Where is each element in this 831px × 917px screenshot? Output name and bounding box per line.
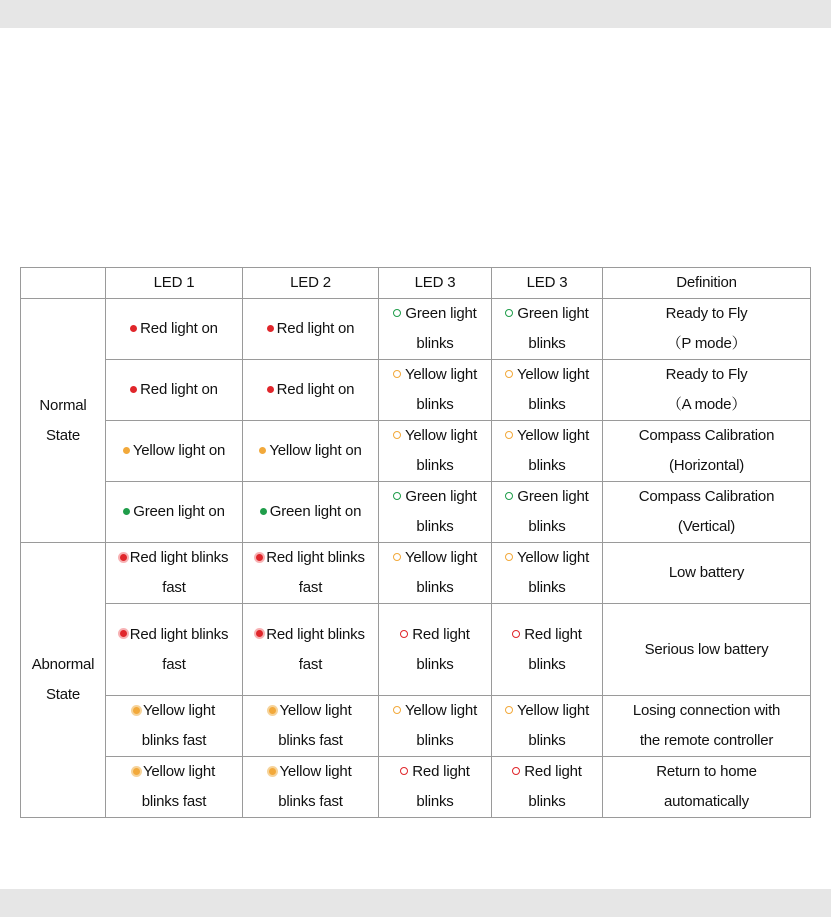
table-row (21, 543, 811, 604)
green-ring-icon (505, 492, 513, 500)
led2-cell: Yellow light blinks fast (243, 757, 379, 818)
yellow-ring-icon (505, 706, 513, 714)
led3b-cell: Yellow light blinks (492, 360, 603, 421)
blinking-yellow-dot-icon (269, 707, 276, 714)
yellow-ring-icon (393, 431, 401, 439)
led1-cell: Red light blinks fast (106, 543, 243, 604)
led-status-table (20, 267, 811, 818)
led3-cell: Yellow light blinks (379, 360, 492, 421)
solid-red-dot-icon (267, 386, 274, 393)
led2-cell: Red light blinks fast (243, 604, 379, 696)
blinking-yellow-dot-icon (269, 768, 276, 775)
header-led3: LED 3 (379, 268, 492, 299)
blinking-yellow-dot-icon (133, 707, 140, 714)
header-led1: LED 1 (106, 268, 243, 299)
yellow-ring-icon (505, 370, 513, 378)
green-ring-icon (393, 492, 401, 500)
solid-yellow-dot-icon (259, 447, 266, 454)
red-ring-icon (512, 767, 520, 775)
table-row (21, 604, 811, 696)
blinking-red-dot-icon (120, 630, 127, 637)
blinking-red-dot-icon (256, 554, 263, 561)
top-bar (0, 0, 831, 28)
corner-cell (21, 268, 106, 299)
table-row (21, 299, 811, 360)
header-led3-second: LED 3 (492, 268, 603, 299)
led3-cell: Yellow light blinks (379, 543, 492, 604)
red-ring-icon (400, 767, 408, 775)
definition-cell: Compass Calibration (Horizontal) (603, 421, 811, 482)
blinking-red-dot-icon (256, 630, 263, 637)
led3b-cell: Green light blinks (492, 299, 603, 360)
led2-cell: Red light on (243, 299, 379, 360)
header-row (21, 268, 811, 299)
led1-cell: Yellow light blinks fast (106, 757, 243, 818)
table-row (21, 696, 811, 757)
yellow-ring-icon (393, 553, 401, 561)
green-ring-icon (505, 309, 513, 317)
led3b-cell: Yellow light blinks (492, 421, 603, 482)
table-row (21, 421, 811, 482)
bottom-bar (0, 889, 831, 917)
green-ring-icon (393, 309, 401, 317)
definition-cell: Low battery (603, 543, 811, 604)
blinking-red-dot-icon (120, 554, 127, 561)
group-normal-state: Normal State (21, 299, 106, 543)
red-ring-icon (512, 630, 520, 638)
led2-cell: Green light on (243, 482, 379, 543)
led1-cell: Yellow light on (106, 421, 243, 482)
led2-cell: Yellow light on (243, 421, 379, 482)
led2-cell: Red light blinks fast (243, 543, 379, 604)
table-row (21, 757, 811, 818)
led1-cell: Red light on (106, 360, 243, 421)
led1-cell: Green light on (106, 482, 243, 543)
led3b-cell: Yellow light blinks (492, 543, 603, 604)
yellow-ring-icon (393, 370, 401, 378)
header-led2: LED 2 (243, 268, 379, 299)
yellow-ring-icon (505, 553, 513, 561)
solid-red-dot-icon (130, 325, 137, 332)
yellow-ring-icon (505, 431, 513, 439)
definition-cell: Serious low battery (603, 604, 811, 696)
table-row (21, 482, 811, 543)
blinking-yellow-dot-icon (133, 768, 140, 775)
led3-cell: Red light blinks (379, 604, 492, 696)
definition-cell: Compass Calibration (Vertical) (603, 482, 811, 543)
led1-cell: Red light blinks fast (106, 604, 243, 696)
group-abnormal-state: Abnormal State (21, 543, 106, 818)
led2-cell: Yellow light blinks fast (243, 696, 379, 757)
led3b-cell: Red light blinks (492, 757, 603, 818)
table-row (21, 360, 811, 421)
solid-red-dot-icon (267, 325, 274, 332)
definition-cell: Ready to Fly （A mode） (603, 360, 811, 421)
solid-green-dot-icon (123, 508, 130, 515)
led3-cell: Yellow light blinks (379, 696, 492, 757)
red-ring-icon (400, 630, 408, 638)
led3-cell: Yellow light blinks (379, 421, 492, 482)
solid-yellow-dot-icon (123, 447, 130, 454)
led3-cell: Green light blinks (379, 299, 492, 360)
definition-cell: Return to home automatically (603, 757, 811, 818)
led3-cell: Red light blinks (379, 757, 492, 818)
header-definition: Definition (603, 268, 811, 299)
yellow-ring-icon (393, 706, 401, 714)
solid-red-dot-icon (130, 386, 137, 393)
led1-cell: Red light on (106, 299, 243, 360)
led3b-cell: Yellow light blinks (492, 696, 603, 757)
definition-cell: Losing connection with the remote controller (603, 696, 811, 757)
led3b-cell: Red light blinks (492, 604, 603, 696)
solid-green-dot-icon (260, 508, 267, 515)
led2-cell: Red light on (243, 360, 379, 421)
led3-cell: Green light blinks (379, 482, 492, 543)
definition-cell: Ready to Fly （P mode） (603, 299, 811, 360)
led1-cell: Yellow light blinks fast (106, 696, 243, 757)
led3b-cell: Green light blinks (492, 482, 603, 543)
